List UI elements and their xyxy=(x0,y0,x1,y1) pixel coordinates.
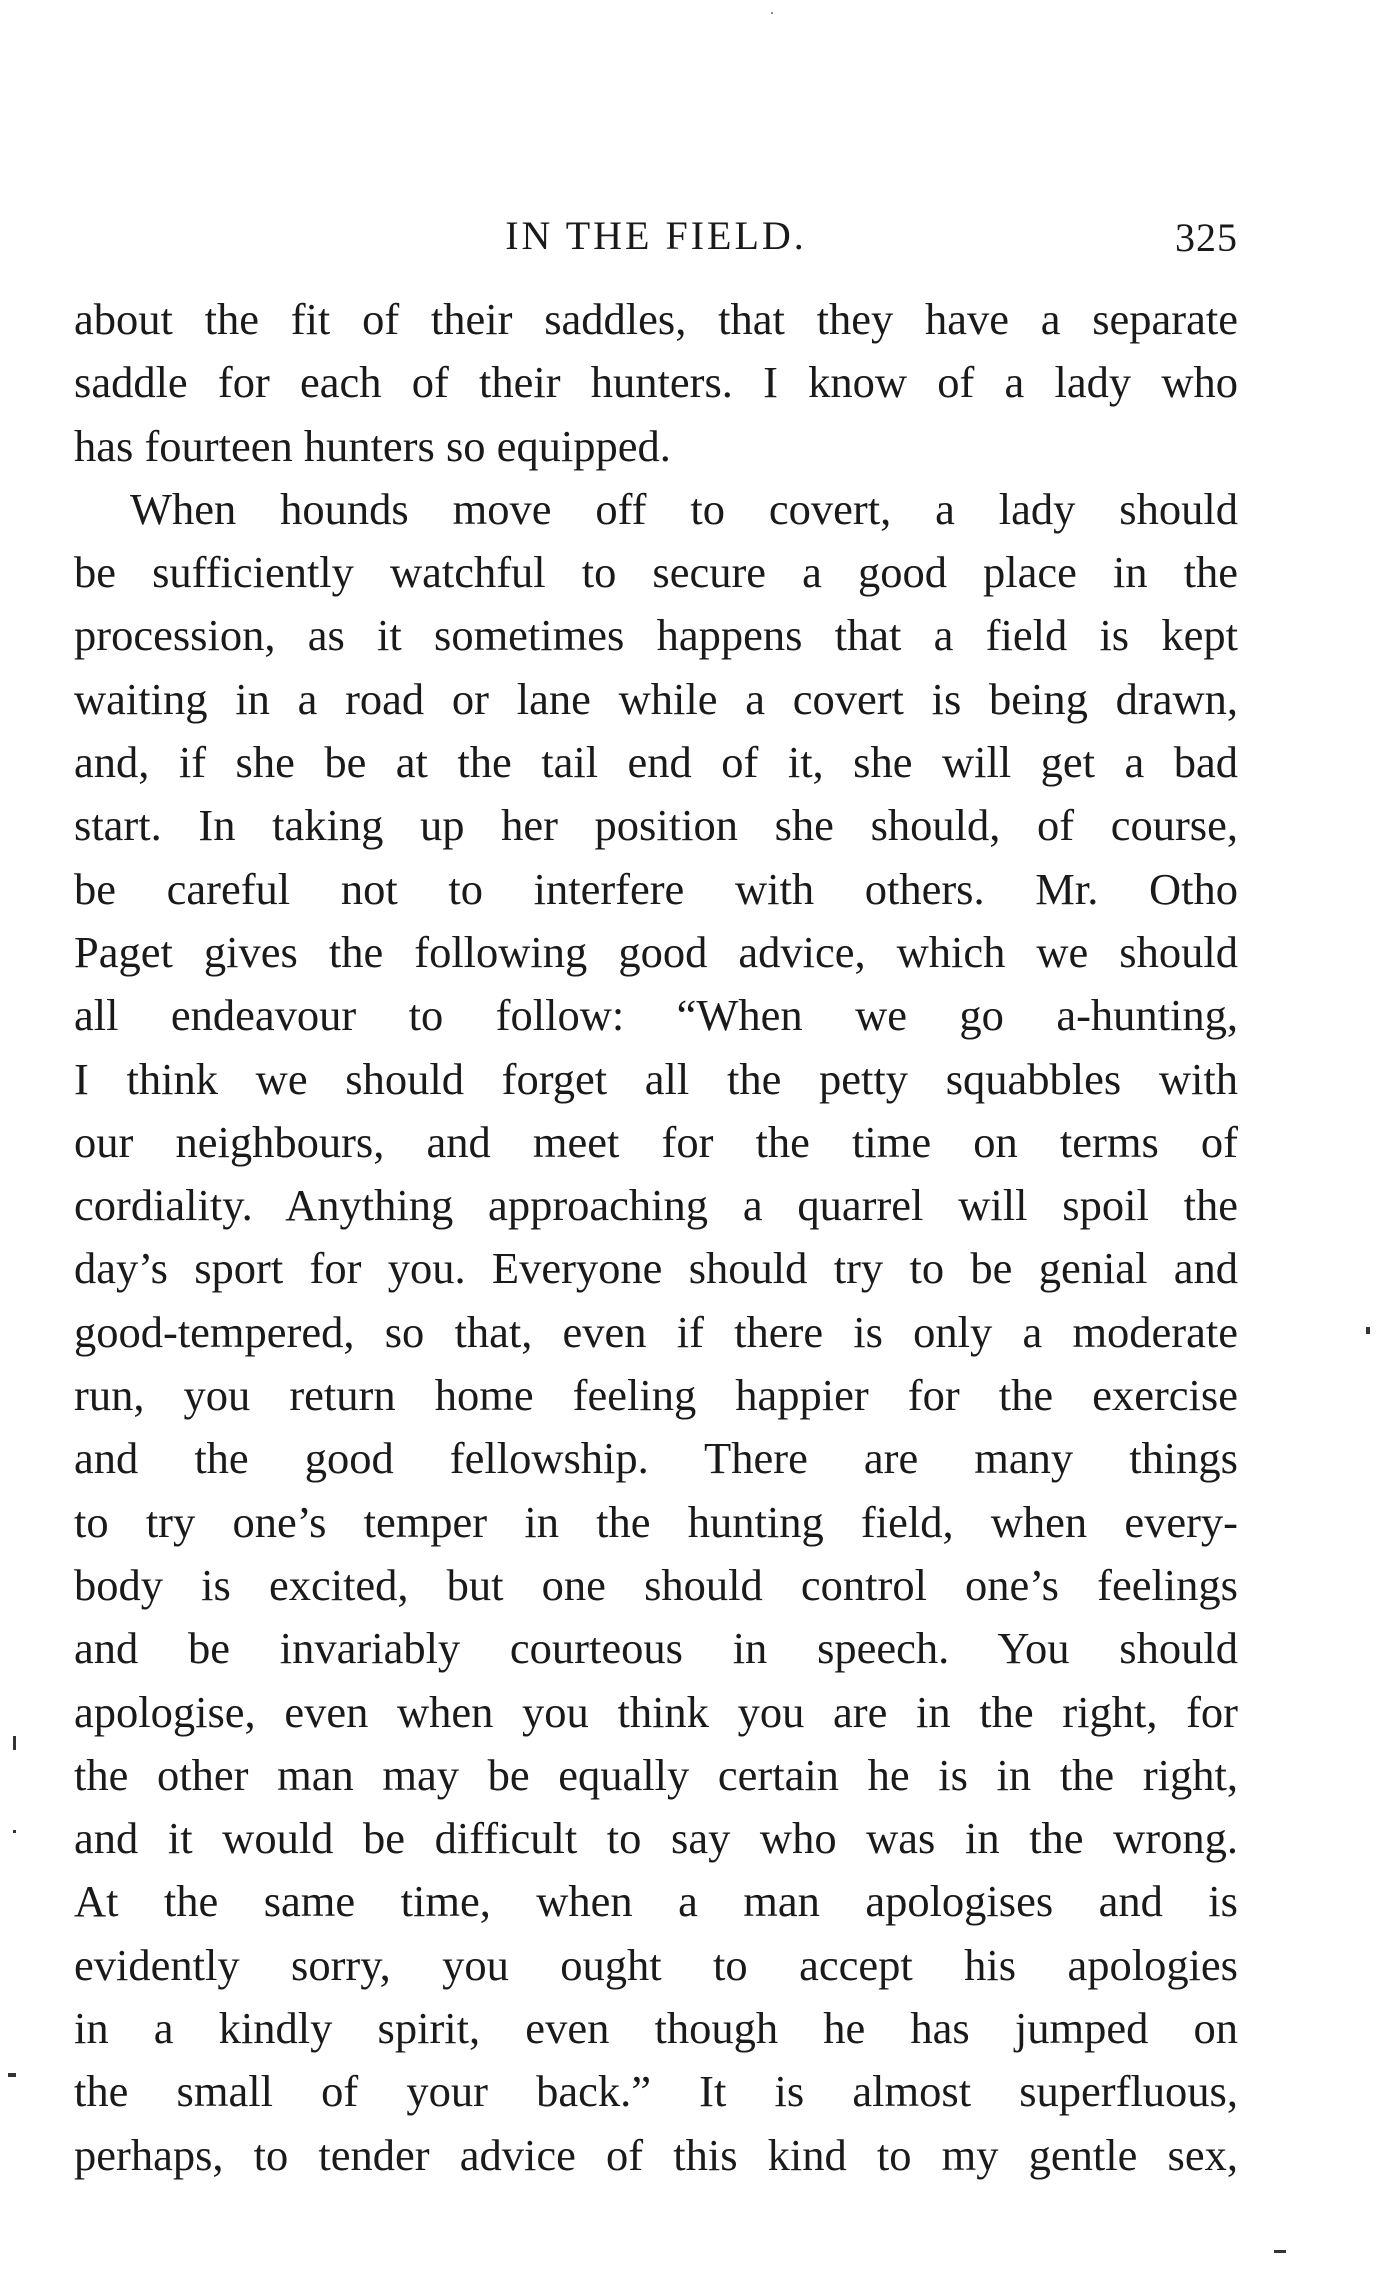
text-line: be careful not to interfere with others. Mr. Otho xyxy=(74,863,1238,914)
text-line: body is excited, but one should control one’s feelings xyxy=(74,1559,1238,1610)
text-line: perhaps, to tender advice of this kind to my gentle sex, xyxy=(74,2129,1238,2180)
text-line: good-tempered, so that, even if there is only a moderate xyxy=(74,1306,1238,1357)
text-line: all endeavour to follow: “When we go a-hunting, xyxy=(74,990,1238,1041)
text-line: I think we should forget all the petty squabbles with xyxy=(74,1053,1238,1104)
scan-mark xyxy=(13,1736,16,1750)
scan-mark xyxy=(13,1830,16,1833)
text-line: and the good fellowship. There are many things xyxy=(74,1433,1238,1484)
page-number: 325 xyxy=(1175,215,1238,260)
text-line: the other man may be equally certain he is in the right, xyxy=(74,1749,1238,1800)
text-line: and it would be difficult to say who was in the wrong. xyxy=(74,1813,1238,1864)
text-line: and, if she be at the tail end of it, she will get a bad xyxy=(74,737,1238,788)
text-line: be sufficiently watchful to secure a good place in the xyxy=(74,547,1238,598)
text-line: day’s sport for you. Everyone should try to be genial and xyxy=(74,1243,1238,1294)
text-line: Paget gives the following good advice, which we should xyxy=(74,926,1238,977)
scan-speck xyxy=(771,12,773,14)
text-line: in a kindly spirit, even though he has jumped on xyxy=(74,2003,1238,2054)
text-line: When hounds move off to covert, a lady should xyxy=(130,483,1238,534)
text-line: procession, as it sometimes happens that a field is kept xyxy=(74,610,1238,661)
text-line: and be invariably courteous in speech. You should xyxy=(74,1623,1238,1674)
text-line: our neighbours, and meet for the time on terms of xyxy=(74,1116,1238,1167)
text-line: has fourteen hunters so equipped. xyxy=(74,420,671,471)
text-line: apologise, even when you think you are in the right, for xyxy=(74,1686,1238,1737)
text-line: start. In taking up her position she should, of course, xyxy=(74,800,1238,851)
running-head xyxy=(74,208,1238,264)
body-text xyxy=(74,288,1238,2187)
scan-mark xyxy=(1366,1327,1370,1334)
text-line: waiting in a road or lane while a covert is being drawn, xyxy=(74,673,1238,724)
text-line: run, you return home feeling happier for the exercise xyxy=(74,1370,1238,1421)
scan-mark xyxy=(1274,2250,1286,2253)
scan-mark xyxy=(8,2073,16,2077)
text-line: cordiality. Anything approaching a quarrel will spoil the xyxy=(74,1180,1238,1231)
text-line: to try one’s temper in the hunting field, when every- xyxy=(74,1496,1238,1547)
text-line: At the same time, when a man apologises and is xyxy=(74,1876,1238,1927)
text-line: evidently sorry, you ought to accept his apologies xyxy=(74,1939,1238,1990)
running-title: IN THE FIELD. xyxy=(505,213,807,258)
text-line: saddle for each of their hunters. I know of a lady who xyxy=(74,357,1238,408)
text-line: the small of your back.” It is almost superfluous, xyxy=(74,2066,1238,2117)
text-line: about the fit of their saddles, that they have a separate xyxy=(74,294,1238,344)
